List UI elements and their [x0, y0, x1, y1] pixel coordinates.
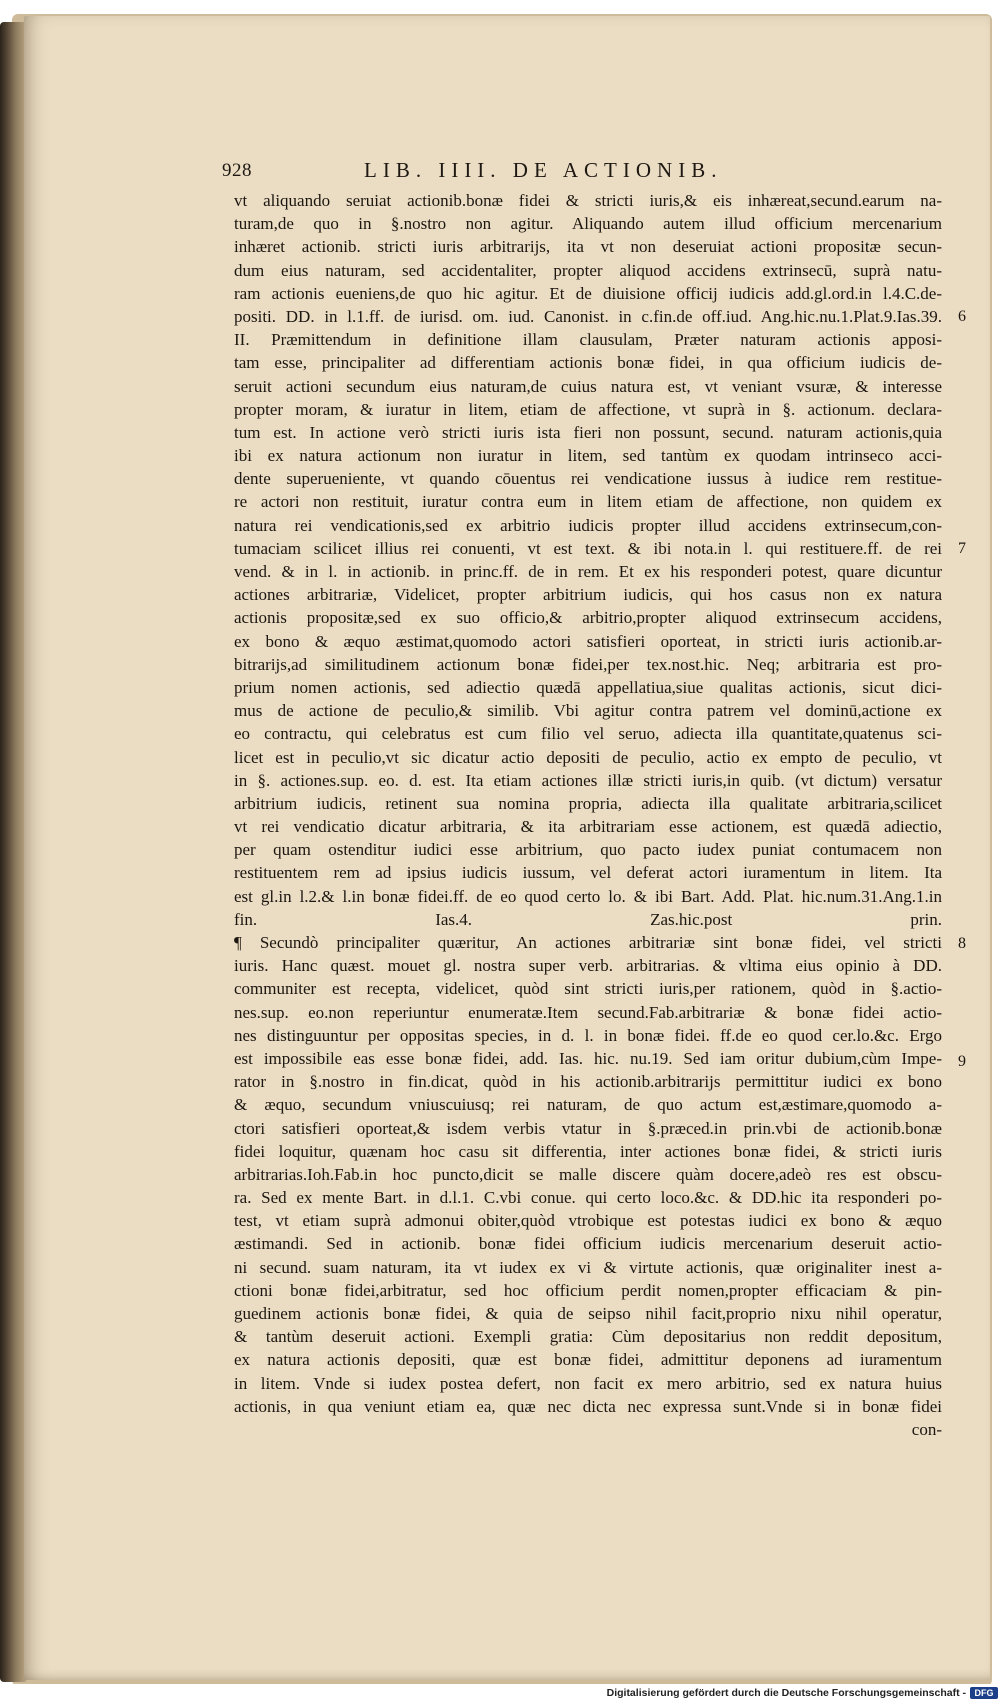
text-line: ¶ Secundò principaliter quæritur, An actiones arbitrariæ sint bonæ fidei, vel stricti [234, 933, 942, 952]
text-line: guedinem actionis bonæ fidei, & quia de seipso nihil facit,proprio nixu nihil operatur, [234, 1304, 942, 1323]
text-line: nes.sup. eo.non reperiuntur enumeratæ.Item secund.Fab.arbitrariæ & bonæ fidei actio- [234, 1002, 942, 1022]
marginal-number-7: 7 [958, 540, 966, 557]
text-line: restituentem rem ad ipsius iudicis iussum, vel deferat actori iuramentum in litem. Ita [234, 863, 942, 883]
text-line: actiones arbitrariæ, Videlicet, propter arbitrium iudicis, qui hos casus non ex natura [234, 585, 942, 605]
text-line: seruit actioni secundum eius naturam,de cuius natura est, vt veniant vsuræ, & interesse [234, 376, 942, 396]
text-line: II. Præmittendum in definitione illam clausulam, Præter naturam actionis apposi- [234, 330, 942, 350]
text-line: ctori satisfieri oporteat,& isdem verbis vtatur in §.præced.in prin.vbi de actionib.bonæ [234, 1118, 942, 1138]
text-line: nes distinguuntur per oppositas species, in d. l. in bonæ fidei. ff.de eo quod cer.lo.&c. Ergo [234, 1025, 942, 1045]
text-line: tumaciam scilicet illius rei conuenti, vt est text. & ibi nota.in l. qui restituere.ff. de rei [234, 538, 942, 558]
marginal-number-8: 8 [958, 935, 966, 952]
text-line: ex natura actionis depositi, quæ est bonæ fidei, admittitur deponens ad iuramentum [234, 1350, 942, 1370]
text-line: vt rei vendicatio dicatur arbitraria, & ita arbitrariam esse actionem, est quædā adiectio, [234, 817, 942, 837]
text-line: & æquo, secundum vniuscuiusq; rei naturam, de quo actum est,æstimare,quomodo a- [234, 1095, 942, 1115]
text-line: est impossibile eas esse bonæ fidei, add. Ias. hic. nu.19. Sed iam oritur dubium,cùm Impe- [234, 1048, 942, 1068]
text-line: fidei loquitur, quænam hoc casu sit differentia, inter actiones bonæ fidei, & stricti iuris [234, 1141, 942, 1161]
footer-credit: Digitalisierung gefördert durch die Deutsche Forschungsgemeinschaft - [606, 1687, 966, 1699]
text-line: in §. actiones.sup. eo. d. est. Ita etiam actiones illæ stricti iuris,in quib. (vt dictum) versatur [234, 770, 942, 790]
catchword: con- [911, 1419, 942, 1439]
text-line: prium nomen actionis, sed adiectio quædā appellatiua,siue qualitas actionis, sicut dici- [234, 677, 942, 697]
text-line: ra. Sed ex mente Bart. in d.l.1. C.vbi conue. qui certo loco.&c. & DD.hic ita responderi po- [234, 1188, 942, 1208]
text-line: vend. & in l. in actionib. in princ.ff. de in rem. Et ex his responderi potest, quare dicuntur [234, 562, 942, 581]
page-number: 928 [222, 160, 252, 181]
text-line: bitrarijs,ad similitudinem actionum bonæ fidei,per tex.nost.hic. Neq; arbitraria est pro- [234, 654, 942, 674]
text-line: ex bono & æquo æstimat,quomodo actori satisfieri oporteat, in stricti iuris actionib.ar- [234, 631, 942, 651]
main-text-block [234, 189, 942, 1441]
text-line: test, vt etiam suprà admonui obiter,quòd vtrobique est potestas iudici ex bono & æquo [234, 1211, 942, 1231]
text-line: dente superueniente, vt quando cōuentus rei vendicatione iussus à iudice rem restitue- [234, 469, 942, 489]
text-line: fin. Ias.4. Zas.hic.post prin. [234, 909, 942, 929]
text-line: per quam ostenditur iudici esse arbitrium, quo pacto iudex puniat contumacem non [234, 840, 942, 860]
text-line: communiter est recepta, videlicet, quòd sint stricti iuris,per rationem, quòd in §.actio- [234, 979, 942, 999]
text-line: iuris. Hanc quæst. mouet gl. nostra super verb. arbitrarias. & vltima eius opinio à DD. [234, 956, 942, 976]
text-line: ibi ex natura actionum non iuratur in litem, sed tantùm ex quodam intrinseco acci- [234, 446, 942, 466]
running-title: LIB. IIII. DE ACTIONIB. [364, 158, 723, 182]
text-line: arbitrium iudicis, retinent sua nomina propria, adiecta illa qualitate arbitraria,scilicet [234, 793, 942, 813]
text-line: est gl.in l.2.& l.in bonæ fidei.ff. de eo quod certo lo. & ibi Bart. Add. Plat. hic.num.31.Ang.1.in [234, 886, 942, 906]
page-header [222, 156, 982, 186]
text-line: ni secund. suam naturam, ita vt iudex ex vi & virtute actionis, quæ originaliter inest a- [234, 1257, 942, 1277]
text-line: positi. DD. in l.1.ff. de iurisd. om. iud. Canonist. in c.fin.de off.iud. Ang.hic.nu.1.Plat.9.Ias.39. [234, 306, 942, 326]
text-line: inhæret actionib. stricti iuris arbitrarijs, ita vt non deseruiat actioni propositæ secun- [234, 237, 942, 257]
text-line: licet est in peculio,vt sic dicatur actio depositi de peculio, actio ex empto de peculio, vt [234, 747, 942, 767]
text-line: & tantùm deseruit actioni. Exempli gratia: Cùm depositarius non reddit depositum, [234, 1327, 942, 1347]
marginal-number-9: 9 [958, 1053, 966, 1070]
digitization-footer [0, 1684, 1000, 1703]
text-line: æstimandi. Sed in actionib. bonæ fidei officium iudicis mercenarium deseruit actio- [234, 1234, 942, 1254]
text-line: natura rei vendicationis,sed ex arbitrio iudicis propter illud accidens extrinsecum,con- [234, 515, 942, 535]
text-line: ram actionis eueniens,de quo hic agitur. Et de diuisione officij iudicis add.gl.ord.in l.4.C.de- [234, 283, 942, 303]
dfg-logo-icon: DFG [970, 1687, 998, 1699]
text-line: turam,de quo in §.nostro non agitur. Aliquando autem illud officium mercenarium [234, 214, 942, 234]
text-line: tam esse, principaliter ad differentiam actionis bonæ fidei, in qua officium iudicis de- [234, 353, 942, 373]
text-line: tum est. In actione verò stricti iuris ista fieri non possunt, secund. naturam actionis,quia [234, 422, 942, 442]
text-line: propter moram, & iuratur in litem, etiam de affectione, vt suprà in §. actionum. declara- [234, 399, 942, 419]
text-line: actionis propositæ,sed ex suo officio,& arbitrio,propter aliquod extrinsecum accidens, [234, 608, 942, 628]
text-line: eo contractu, qui celebratus est cum filio vel seruo, adiecta illa quantitate,quatenus sci- [234, 724, 942, 744]
text-line: ctioni bonæ fidei,arbitratur, sed hoc officium perdit nomen,propter efficaciam & pin- [234, 1280, 942, 1300]
text-line: in litem. Vnde si iudex postea defert, non facit ex mero arbitrio, sed ex natura huius [234, 1373, 942, 1393]
text-line: re actori non restituit, iuratur contra eum in litem etiam de affectione, non quidem ex [234, 492, 942, 512]
text-line: mus de actione de peculio,& similib. Vbi agitur contra patrem vel dominū,actione ex [234, 701, 942, 721]
marginal-number-6: 6 [958, 308, 966, 325]
book-spine-edge [0, 22, 26, 1682]
text-line: actionis, in qua veniunt etiam ea, quæ nec dicta nec expressa sunt.Vnde si in bonæ fidei [234, 1396, 942, 1416]
text-line: arbitrarias.Ioh.Fab.in hoc puncto,dicit se malle discere quàm docere,adeò res est obscu- [234, 1164, 942, 1184]
text-line: dum eius naturam, sed accidentaliter, propter aliquod accidens extrinsecū, suprà natu- [234, 260, 942, 280]
text-line: rator in §.nostro in fin.dicat, quòd in his actionib.arbitrarijs permittitur iudici ex bono [234, 1072, 942, 1092]
text-line: vt aliquando seruiat actionib.bonæ fidei & stricti iuris,& eis inhæreat,secund.earum na- [234, 191, 942, 210]
